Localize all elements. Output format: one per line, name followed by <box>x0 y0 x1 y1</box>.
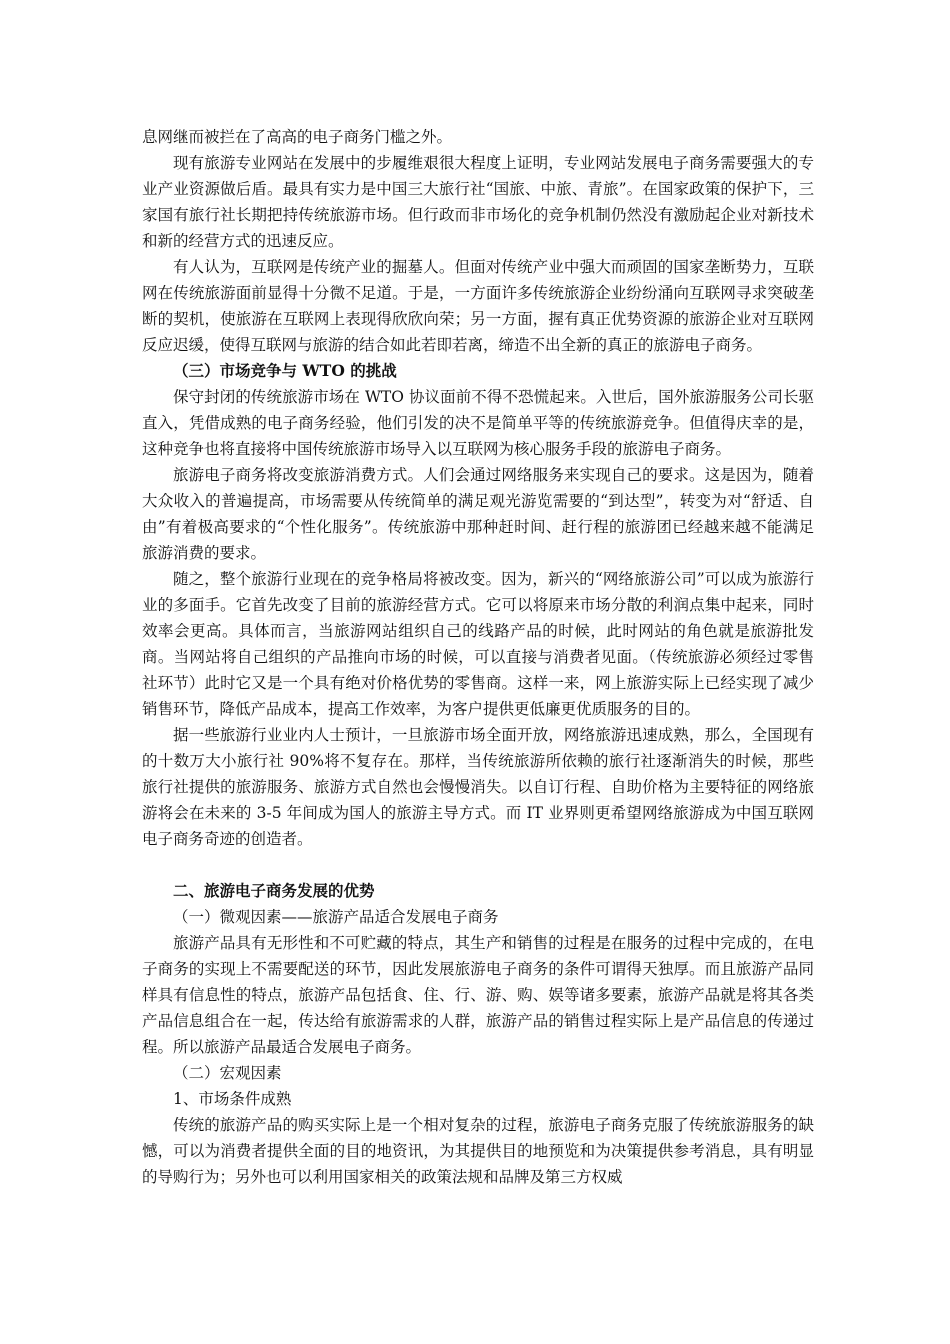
paragraph-internet-gravedigger: 有人认为，互联网是传统产业的掘墓人。但面对传统产业中强大而顽固的国家垄断势力，互联网在传统旅游面前显得十分微不足道。于是，一方面许多传统旅游企业纷纷涌向互联网寻求突破垄断的契机，使旅游在互联网上表现得欣欣向荣；另一方面，握有真正优势资源的旅游企业对互联网反应迟缓，使得互联网与旅游的结合如此若即若离，缔造不出全新的真正的旅游电子商务。 <box>142 258 814 354</box>
heading-market-competition-wto: （三）市场竞争与 WTO 的挑战 <box>173 361 397 380</box>
paragraph-industry-forecast: 据一些旅游行业业内人士预计，一旦旅游市场全面开放，网络旅游迅速成熟，那么，全国现有的十数万大小旅行社 90%将不复存在。那样，当传统旅游所依赖的旅行社逐渐消失的时候，那些旅行社提供的旅游服务、旅游方式自然也会慢慢消失。以自订行程、自助价格为主要特征的网络旅游将会在未来的 3-5 年间成为国人的旅游主导方式。而 IT 业界则更希望网络旅游成为中国互联网电子商务奇迹的创造者。 <box>142 726 814 848</box>
paragraph-industry-pattern: 随之，整个旅游行业现在的竞争格局将被改变。因为，新兴的“网络旅游公司”可以成为旅游行业的多面手。它首先改变了目前的旅游经营方式。它可以将原来市场分散的利润点集中起来，同时效率会更高。具体而言，当旅游网站组织自己的线路产品的时候，此时网站的角色就是旅游批发商。当网站将自己组织的产品推向市场的时候，可以直接与消费者见面。（传统旅游必须经过零售社环节）此时它又是一个具有绝对价格优势的零售商。这样一来，网上旅游实际上已经实现了减少销售环节，降低产品成本，提高工作效率，为客户提供更低廉更优质服务的目的。 <box>142 570 814 718</box>
document-page <box>142 124 814 1190</box>
paragraph-consumption-change: 旅游电子商务将改变旅游消费方式。人们会通过网络服务来实现自己的要求。这是因为，随着大众收入的普遍提高，市场需要从传统简单的满足观光游览需要的“到达型”，转变为对“舒适、自由”有着极高要求的“个性化服务”。传统旅游中那种赶时间、赶行程的旅游团已经越来越不能满足旅游消费的要求。 <box>142 466 814 562</box>
paragraph-professional-sites: 现有旅游专业网站在发展中的步履维艰很大程度上证明，专业网站发展电子商务需要强大的专业产业资源做后盾。最具有实力是中国三大旅行社“国旅、中旅、青旅”。在国家政策的保护下，三家国有旅行社长期把持传统旅游市场。但行政而非市场化的竞争机制仍然没有激励起企业对新技术和新的经营方式的迅速反应。 <box>142 154 814 250</box>
heading-section-two: 二、旅游电子商务发展的优势 <box>173 881 375 900</box>
paragraph-tourism-products: 旅游产品具有无形性和不可贮藏的特点，其生产和销售的过程是在服务的过程中完成的，在电子商务的实现上不需要配送的环节，因此发展旅游电子商务的条件可谓得天独厚。而且旅游产品同样具有信息性的特点，旅游产品包括食、住、行、游、购、娱等诸多要素，旅游产品就是将其各类产品信息组合在一起，传达给有旅游需求的人群，旅游产品的销售过程实际上是产品信息的传递过程。所以旅游产品最适合发展电子商务。 <box>142 934 814 1056</box>
paragraph-continued: 息网继而被拦在了高高的电子商务门槛之外。 <box>142 128 453 146</box>
paragraph-traditional-purchase: 传统的旅游产品的购买实际上是一个相对复杂的过程，旅游电子商务克服了传统旅游服务的缺憾，可以为消费者提供全面的目的地资讯，为其提供目的地预览和为决策提供参考消息，具有明显的导购行为；另外也可以利用国家相关的政策法规和品牌及第三方权威 <box>142 1116 814 1186</box>
subheading-macro-factors: （二）宏观因素 <box>173 1064 282 1082</box>
paragraph-wto-challenge: 保守封闭的传统旅游市场在 WTO 协议面前不得不恐慌起来。入世后，国外旅游服务公司长驱直入，凭借成熟的电子商务经验，他们引发的决不是简单平等的传统旅游竞争。但值得庆幸的是，这种竞争也将直接将中国传统旅游市场导入以互联网为核心服务手段的旅游电子商务。 <box>142 388 814 458</box>
subheading-market-conditions: 1、市场条件成熟 <box>173 1090 292 1108</box>
subheading-micro-factors: （一）微观因素——旅游产品适合发展电子商务 <box>173 908 499 926</box>
section-spacer <box>142 852 814 878</box>
